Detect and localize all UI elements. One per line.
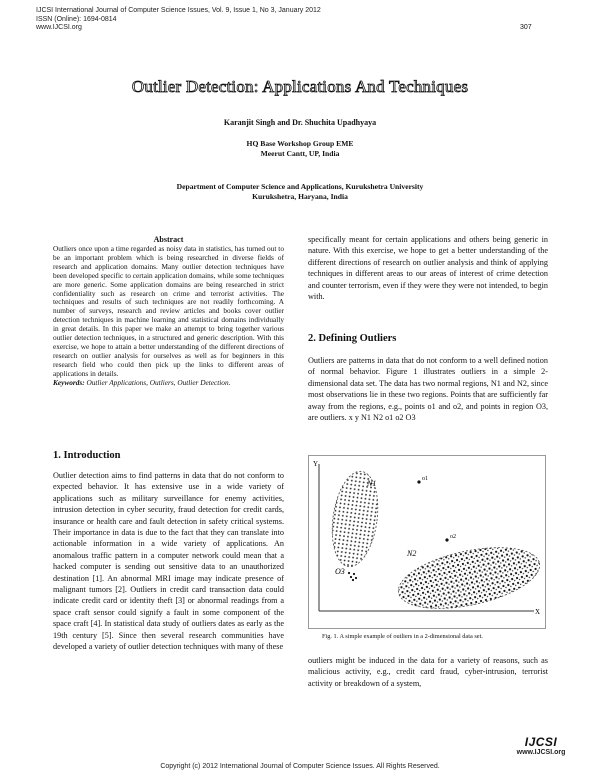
abstract-text: Outliers once upon a time regarded as noisy data in statistics, has turned out to be an important problem which is being researched in diverse fields of research and application domains. Many outlier detection techniques have been developed specific to certain application domains, while some techniques are more generic. Some application domains are being researched in strict confidentiality such as research on crime and terrorist activities. The techniques and results of such techniques are not readily forthcoming. A number of surveys, research and review articles and books cover outlier detection techniques in machine learning and statistical domains individually in great details. In this paper we make an attempt to bring together various outlier detection techniques, in a structured and generic description. With this exercise, we hope to attain a better understanding of the different directions of research on outlier analysis for ourselves as well as for beginners in this research field who could then pick up the links to different areas of applications in details. <box>53 244 284 378</box>
paper-title: Outlier Detection: Applications And Techniques <box>131 77 469 96</box>
figure-1 <box>308 455 546 629</box>
running-header <box>36 7 321 33</box>
abstract-heading: Abstract <box>153 235 184 244</box>
introduction-heading: 1. Introduction <box>53 450 121 461</box>
keywords-label: Keywords: <box>53 377 85 387</box>
x-axis-label: X <box>535 608 541 616</box>
figure-caption: Fig. 1. A simple example of outliers in a 2-dimensional data set. <box>322 633 483 640</box>
outlier-scatter-figure <box>309 456 545 628</box>
affiliation-2 <box>0 182 600 201</box>
affiliation-1-line-2: Meerut Cantt, UP, India <box>260 148 340 158</box>
introduction-section <box>53 450 284 653</box>
o3-label: O3 <box>335 567 345 576</box>
journal-url[interactable]: www.IJCSI.org <box>36 24 82 32</box>
o2-label: o2 <box>450 534 456 540</box>
column2-continued-text: specifically meant for certain applications and others being generic in nature. With this exercise, we hope to get a better understanding of the different directions of research on outlier analysis and think of applying techniques in different areas to our areas of interest of crime detection and counter terrorism, even if they were they were not intended, to begin with. <box>308 235 548 302</box>
affiliation-2-line-2: Kurukshetra, Haryana, India <box>252 191 348 201</box>
y-axis-label: Y <box>313 460 319 468</box>
keywords <box>53 379 284 388</box>
o1-point <box>417 480 420 483</box>
journal-line: IJCSI International Journal of Computer Science Issues, Vol. 9, Issue 1, No 3, January 2012 <box>36 7 321 14</box>
ijcsi-logo[interactable] <box>510 735 572 756</box>
issn-line: ISSN (Online): 1694-0814 <box>36 15 117 23</box>
affiliation-1 <box>0 139 600 158</box>
affiliation-2-line-1: Department of Computer Science and Applications, Kurukshetra University <box>176 182 424 191</box>
logo-url: www.IJCSI.org <box>516 749 566 756</box>
page-number: 307 <box>520 24 532 31</box>
o1-label: o1 <box>422 476 428 482</box>
section2-heading: 2. Defining Outliers <box>308 333 397 344</box>
footer-copyright: Copyright (c) 2012 International Journal of Computer Science Issues. All Rights Reserved. <box>160 763 440 770</box>
n1-label: N1 <box>367 479 377 488</box>
o3-cluster <box>348 572 357 581</box>
abstract <box>53 235 284 388</box>
logo-text: IJCSI <box>524 735 558 749</box>
o2-point <box>445 538 448 541</box>
keywords-text: Outlier Applications, Outliers, Outlier Detection. <box>84 377 231 387</box>
after-figure-text: outliers might be induced in the data for a variety of reasons, such as malicious activity, e.g., credit card fraud, cyber-intrusion, terrorist activity or breakdown of a system, <box>308 656 548 688</box>
section2-text: Outliers are patterns in data that do not conform to a well defined notion of normal behavior. Figure 1 illustrates outliers in a simple 2-dimensional data set. The data has two normal regions, N1 and N2, since most observations lie in these two regions. Points that are sufficiently far away from the regions, e.g., points o1 and o2, and points in region O3, are outliers. x y N1 N2 o1 o2 O3 <box>308 356 548 423</box>
n2-label: N2 <box>407 549 417 558</box>
authors: Karanjit Singh and Dr. Shuchita Upadhyaya <box>223 118 377 127</box>
affiliation-1-line-1: HQ Base Workshop Group EME <box>246 139 354 148</box>
introduction-text: Outlier detection aims to find patterns in data that do not conform to expected behavior. It has extensive use in a wide variety of applications such as military surveillance for enemy activities, intrusion detection in cyber security, fraud detection for credit cards, insurance or health care and fault detection in safety critical systems. Their importance in data is due to the fact that they can translate into actionable information in a wide variety of applications. An anomalous traffic pattern in a computer network could mean that a hacked computer is sending out sensitive data to an unauthorized destination [1]. An abnormal MRI image may indicate presence of malignant tumors [2]. Outliers in credit card transaction data could indicate credit card or identity theft [3] or abnormal readings from a space craft sensor could signify a fault in some component of the space craft [4]. In statistical data study of outliers dates as early as the 19th century [5]. Since then several research communities have developed a variety of outlier detection techniques with many of these <box>53 471 284 652</box>
